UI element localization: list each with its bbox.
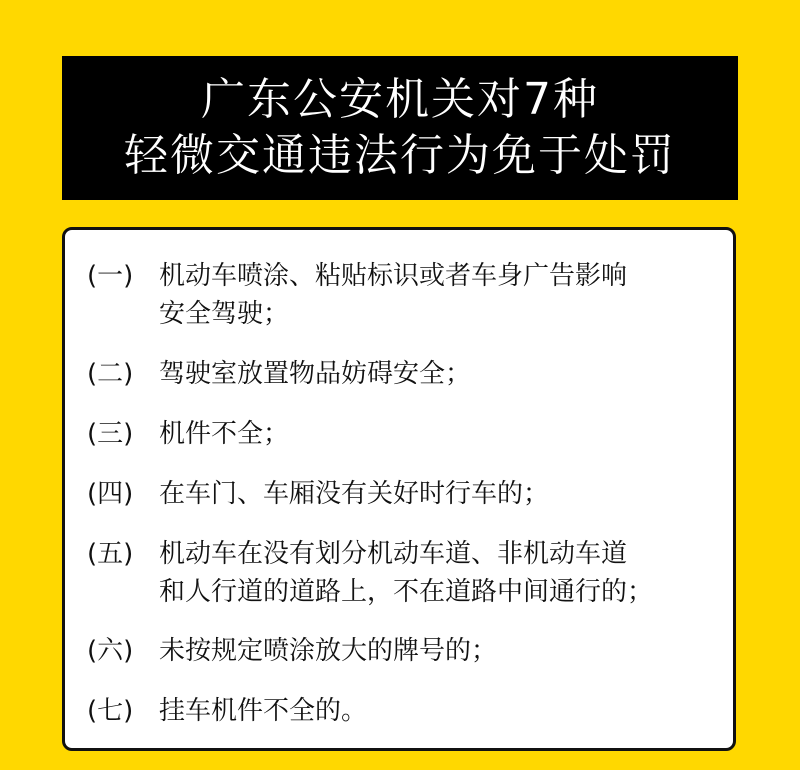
rules-panel [62,227,736,751]
list-item-6 [87,632,725,670]
list-item-5 [87,535,725,611]
item-number: (一) [87,261,134,291]
item-text: 在车门、车厢没有关好时行车的； [159,479,550,509]
item-number: (五) [87,539,134,569]
title-line-1: 广东公安机关对7种 [201,74,599,125]
item-number: (三) [87,419,134,449]
item-text: 挂车机件不全的。 [159,696,368,726]
item-number: (二) [87,359,134,389]
item-text: 机动车在没有划分机动车道、非机动车道 和人行道的道路上，不在道路中间通行的； [159,539,654,607]
title-banner [62,56,738,200]
title-line-2: 轻微交通违法行为免于处罚 [124,130,676,181]
item-text: 机件不全； [159,419,290,449]
list-item-4 [87,475,725,513]
item-text: 机动车喷涂、粘贴标识或者车身广告影响 安全驾驶； [159,261,628,329]
list-item-1 [87,257,725,333]
item-text: 驾驶室放置物品妨碍安全； [159,359,472,389]
item-number: (七) [87,696,134,726]
list-item-3 [87,415,725,453]
item-number: (四) [87,479,134,509]
list-item-2 [87,355,725,393]
list-item-7 [87,692,725,730]
item-number: (六) [87,636,134,666]
item-text: 未按规定喷涂放大的牌号的； [159,636,498,666]
